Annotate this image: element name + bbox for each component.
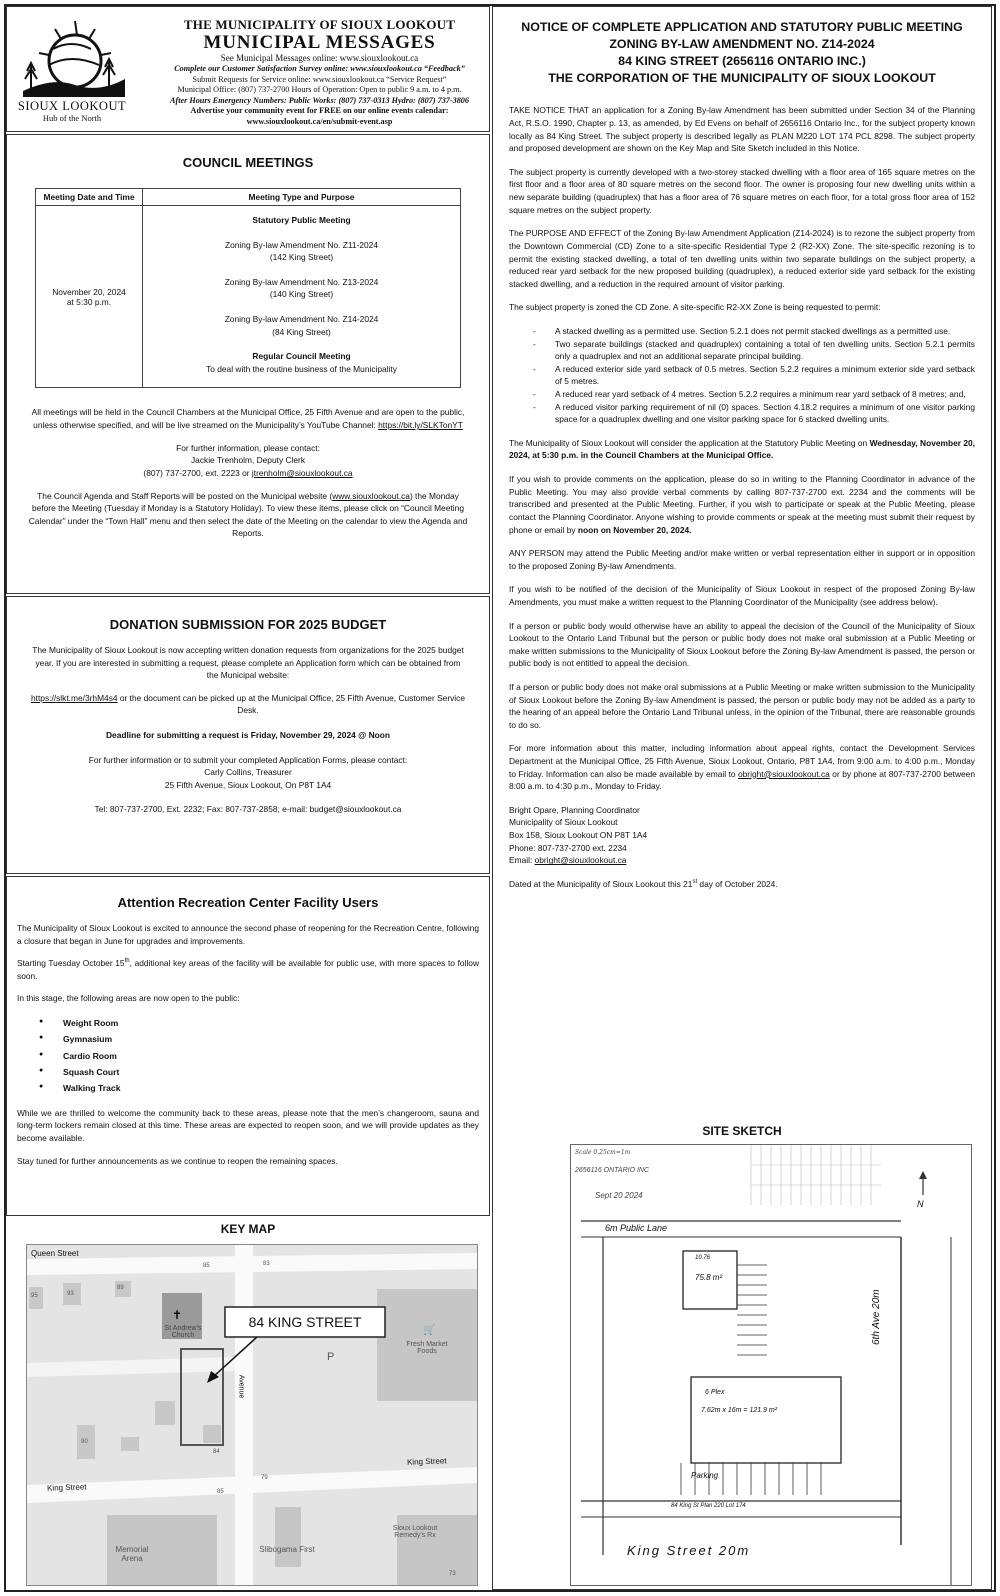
recreation-stay-tuned: Stay tuned for further announcements as we continue to reopen the remaining spaces. (17, 1155, 338, 1166)
info-text: For more information about this matter, including information about appeal rights, contact the Development Services Department at the Municipal Office, 25 Fifth Avenue, Sioux Lookout, Ontario, P8T 1A4, from 9:00 a.m. to 4:00 p.m., Monday to Friday. Information can also be made available by email to (509, 743, 975, 779)
notice-title-line: NOTICE OF COMPLETE APPLICATION AND STATUTORY PUBLIC MEETING (521, 20, 963, 34)
sketch-parking: Parking (691, 1471, 719, 1480)
key-map (26, 1244, 478, 1586)
sketch-plex-dim: 7.62m x 16m = 121.9 m² (701, 1407, 778, 1414)
youtube-link[interactable]: https://bit.ly/SLKTonYT (378, 420, 463, 431)
application-form-link[interactable]: https://slkt.me/3rhM4s4 (30, 692, 118, 703)
map-label-number: 89 (117, 1285, 124, 1291)
meeting-item-address: (84 King Street) (272, 326, 331, 337)
notice-paragraph (509, 742, 975, 792)
contact-email-link[interactable]: jtrenholm@siouxlookout.ca (251, 467, 353, 478)
notice-paragraph: ANY PERSON may attend the Public Meeting and/or make written or verbal representation either in support or in opposition to the proposed Zoning By-law Amendments. (509, 548, 975, 571)
map-label-avenue: Avenue (237, 1374, 245, 1399)
table-header: Meeting Date and Time (36, 189, 143, 206)
recreation-intro: The Municipality of Sioux Lookout is excited to announce the second phase of reopening for the Recreation Centre, following a closure that began in June for upgrades and improvements. (17, 923, 479, 946)
sketch-date: Sept 20 2024 (595, 1191, 643, 1200)
meeting-date-emphasis: Wednesday, November 20, 2024, at 5:30 p.m. in the Council Chambers at the Municipal Office. (509, 437, 976, 461)
recreation-closed-note: While we are thrilled to welcome the community back to these areas, please note that the men’s changeroom, sauna and long-term lockers remain closed at this time. These areas are expected to reopen soon, and we will provide updates as they become available. (17, 1107, 479, 1143)
recreation-box (6, 876, 490, 1216)
map-label-number: 93 (67, 1291, 74, 1297)
map-label-number: 90 (81, 1439, 88, 1445)
meeting-item-address: (140 King Street) (269, 289, 334, 300)
list-item: ● Squash Court (17, 1064, 479, 1080)
sketch-owner: 2656116 ONTARIO INC (575, 1167, 650, 1174)
regular-text: To deal with the routine business of the Municipality (206, 363, 397, 374)
sketch-avenue: 6th Ave 20m (871, 1289, 882, 1345)
map-label-remedys: Sioux Lookout Remedy's Rx (392, 1525, 438, 1539)
table-header: Meeting Type and Purpose (143, 189, 461, 206)
notice-title-line: 84 KING STREET (2656116 ONTARIO INC.) (618, 53, 866, 68)
list-item: - Two separate buildings (stacked and quadruplex) containing a total of ten dwelling units. Section 5.2.1 permits only a quadruplex and not an additional separate principal building. (509, 338, 975, 363)
header-line: See Municipal Messages online: www.siouxlookout.ca (220, 52, 419, 63)
signature-line: Phone: 807-737-2700 ext. 2234 (509, 842, 627, 853)
recreation-areas-intro: In this stage, the following areas are now open to the public: (17, 993, 240, 1004)
contact-name: Carly Collins, Treasurer (204, 767, 292, 778)
agenda-info (27, 490, 469, 540)
contact-phone: (807) 737-2700, ext. 2223 or (143, 467, 252, 478)
donation-tel: Tel: 807-737-2700, Ext. 2232; Fax: 807-737-2858; e-mail: budget@siouxlookout.ca (94, 804, 402, 815)
donation-contact (29, 754, 467, 792)
site-sketch-title: SITE SKETCH (702, 1124, 782, 1138)
stat-heading: Statutory Public Meeting (252, 215, 351, 225)
notice-paragraph: If a person or public body does not make oral submissions at a Public Meeting or make written submission to the Municipality of Sioux Lookout before the Zoning By-law Amendment is passed, the person or public body may not be added as a party to the hearing of an appeal before the Ontario Land Tribunal unless, in the opinion of the Tribunal, there are reasonable grounds to do so. (509, 681, 975, 730)
council-table (35, 188, 461, 388)
signature-line: Bright Opare, Planning Coordinator (509, 804, 640, 815)
logo-text: SIOUX LOOKOUT (17, 99, 127, 113)
sketch-quadruplex-dim: 10.76 (695, 1255, 711, 1261)
agenda-text: ) the Monday before the Meeting (Tuesday if Monday is a Statutory Holiday). To view these items, please click on “Council Meeting Calendar” under the “Town Hall” menu and then select the date of the Meeting on the calendar to view the Agenda and Reports. (28, 490, 468, 539)
meeting-item: Zoning By-law Amendment No. Z14-2024 (224, 314, 379, 325)
map-label-number: 83 (263, 1261, 270, 1267)
list-item: - A reduced visitor parking requirement of nil (0) spaces. Section 4.18.2 requires a minimum of one visitor parking space for a quadruplex dwelling and one visitor parking space for 6 stacked dwelling units. (509, 401, 975, 426)
meeting-item: Zoning By-law Amendment No. Z11-2024 (225, 239, 378, 250)
map-label-arena: Memorial Arena (115, 1545, 149, 1563)
meeting-item: Zoning By-law Amendment No. Z13-2024 (224, 276, 379, 287)
donation-deadline: Deadline for submitting a request is Friday, November 29, 2024 @ Noon (106, 730, 390, 741)
notice-paragraph: If you wish to be notified of the decision of the Municipality of Sioux Lookout in respect of the proposed Zoning By-law Amendments, you must make a written request to the Planning Coordinator of the Municipality (see address below). (509, 584, 975, 607)
municipal-logo (13, 13, 131, 125)
notice-paragraph: TAKE NOTICE THAT an application for a Zoning By-law Amendment has been submitted under Section 34 of the Planning Act, R.S.O. 1990, Chapter p. 13, as amended, by Ed Evens on behalf of 2656116 Ontario Inc., for the subject property known locally as 84 King Street. The subject property is described legally as PLAN M220 LOT 174 PCL 8298. The subject property and proposed development are shown on the Key Map and Site Sketch included in this Notice. (509, 105, 975, 154)
dated-line (509, 878, 975, 891)
agenda-text: The Council Agenda and Staff Reports will be posted on the Municipal website ( (37, 490, 333, 501)
dated-text: Dated at the Municipality of Sioux Lookout this 21 (509, 878, 693, 889)
dated-sup: st (692, 879, 698, 886)
info-text: or by phone at 807-737-2700 between 8:00 a.m. to 4:30 p.m., Monday to Friday. (509, 768, 975, 792)
meeting-item-address: (142 King Street) (269, 252, 334, 263)
sketch-street: King Street 20m (627, 1543, 751, 1558)
key-map-title: KEY MAP (220, 1222, 276, 1236)
start-sup: th (124, 958, 130, 965)
list-item: ● Walking Track (17, 1080, 479, 1096)
council-contact (27, 442, 469, 480)
start-text: Starting Tuesday October 15 (17, 958, 125, 969)
donation-title: DONATION SUBMISSION FOR 2025 BUDGET (109, 617, 387, 632)
header-line: Complete our Customer Satisfaction Survey online: www.siouxlookout.ca “Feedback” (174, 64, 465, 74)
header-box (6, 6, 490, 132)
sketch-scale: Scale 0.25cm=1m (575, 1149, 631, 1156)
header-line: Advertise your community event for FREE on our online events calendar: (190, 106, 449, 116)
header-line: Submit Requests for Service online: www.siouxlookout.ca “Service Request” (192, 74, 447, 84)
website-link[interactable]: www.siouxlookout.ca (332, 490, 410, 501)
map-label-market: Fresh Market Foods (406, 1341, 448, 1355)
signature-block (509, 804, 975, 867)
list-item: ● Weight Room (17, 1015, 479, 1031)
map-label-number: 85 (217, 1489, 224, 1495)
recreation-title: Attention Recreation Center Facility Users (117, 895, 379, 910)
contact-address: 25 Fifth Avenue, Sioux Lookout, On P8T 1A4 (164, 779, 332, 790)
comment-text: If you wish to provide comments on the application, please do so in writing to the Planning Coordinator in advance of the Public Meeting. You may also provide verbal comments by calling 807-737-2700 ext. 2234 and the comments will be transcribed and presented at the Public Meeting. Further, if you wish to participate or speak at the Public Meeting, please contact the Planning Coordinator. Anyone wishing to provide comments or speak at the meeting must submit their request by phone or email by (509, 474, 975, 535)
contact-intro: For further information or to submit your completed Application Forms, please contact: (88, 754, 408, 765)
list-item: ● Gymnasium (17, 1031, 479, 1047)
org-name: THE MUNICIPALITY OF SIOUX LOOKOUT (183, 17, 456, 32)
donation-box (6, 596, 490, 874)
map-label-queen-street: Queen Street (31, 1249, 79, 1258)
map-label-parking: P (327, 1351, 335, 1363)
header-title: MUNICIPAL MESSAGES (203, 32, 436, 53)
contact-name: Jackie Trenholm, Deputy Clerk (190, 455, 306, 466)
signature-line: Email: (509, 855, 535, 866)
dated-text: day of October 2024. (697, 878, 778, 889)
map-label-number: 84 (213, 1449, 220, 1455)
header-text (147, 17, 492, 127)
notice-paragraph: The subject property is zoned the CD Zone. A site-specific R2-XX Zone is being requested to permit: (509, 302, 881, 313)
start-text: , additional key areas of the facility will be available for public use, with more spaces to follow soon. (17, 958, 480, 981)
cart-icon: 🛒 (423, 1325, 436, 1336)
regular-heading: Regular Council Meeting (252, 351, 351, 362)
list-item: - A stacked dwelling as a permitted use. Section 5.2.1 does not permit stacked dwellings as a permitted use. (509, 325, 975, 338)
map-label-number: 73 (449, 1571, 456, 1577)
header-line: www.siouxlookout.ca/en/submit-event.asp (246, 116, 393, 126)
signature-email-link[interactable]: obright@siouxlookout.ca (534, 855, 627, 866)
map-label-slibogama: Slibogama First (259, 1545, 315, 1554)
sketch-lane: 6m Public Lane (605, 1223, 668, 1233)
map-label-king-street: King Street (406, 1456, 447, 1467)
header-line: After Hours Emergency Numbers: Public Works: (807) 737-0313 Hydro: (807) 737-3806 (170, 95, 469, 105)
donation-pickup-text: or the document can be picked up at the Municipal Office, 25 Fifth Avenue, Customer Service Desk. (117, 692, 466, 716)
sketch-plex-label: 6 Plex (705, 1389, 725, 1396)
council-title: COUNCIL MEETINGS (182, 155, 314, 170)
permit-list (509, 325, 975, 426)
notice-paragraph: If a person or public body would otherwise have an ability to appeal the decision of the Council of the Municipality of Sioux Lookout to the Ontario Land Tribunal but the person or public body does not make oral submission at a Public Meeting or make written submissions to the Municipality of Sioux Lookout before the Zoning By-law Amendment is passed, the person or public body is not entitled to appeal the decision. (509, 620, 975, 669)
notice-paragraph: The PURPOSE AND EFFECT of the Zoning By-law Amendment Application (Z14-2024) is to rezone the subject property from the Downtown Commercial (CD) Zone to a site-specific Residential Type 2 (R2-XX) Zone. The site-specific rezoning is to permit the existing stacked dwelling, a total of ten dwelling units within two separate buildings on the subject property, a reduced rear yard setback for the new proposed building (quadruplex), a reduced exterior side yard setback for the existing stacked dwelling, and a reduction in the required amount of visitor parking. (509, 228, 975, 289)
sketch-quadruplex-area: 75.8 m² (695, 1273, 723, 1282)
map-label-number: 79 (261, 1475, 268, 1481)
map-label-number: 95 (31, 1293, 38, 1299)
header-line: Municipal Office: (807) 737-2700 Hours of Operation: Open to public 9 a.m. to 4 p.m. (177, 85, 462, 95)
notice-title-line: ZONING BY-LAW AMENDMENT NO. Z14-2024 (609, 36, 875, 51)
sketch-legal: 84 King St Plan 220 Lot 174 (671, 1503, 746, 1509)
meeting-purpose (143, 206, 461, 388)
site-sketch (570, 1144, 972, 1586)
open-areas-list (17, 1015, 479, 1097)
sketch-north: N (917, 1199, 924, 1209)
planning-email-link[interactable]: obright@siouxlookout.ca (737, 768, 830, 779)
signature-line: Box 158, Sioux Lookout ON P8T 1A4 (509, 830, 648, 841)
list-item: - A reduced exterior side yard setback of 0.5 metres. Section 5.2.2 requires a minimum exterior side yard setback of 5 metres. (509, 363, 975, 388)
council-meetings-box (6, 134, 490, 594)
council-meetings-info (27, 406, 469, 431)
contact-intro: For further information, please contact: (176, 442, 320, 453)
notice-paragraph (509, 473, 975, 536)
notice-paragraph: The subject property is currently developed with a two-storey stacked dwelling with a floor area of 165 square metres on the first floor and a floor area of 80 square metres on the second floor. The owner is proposing four new dwelling units within a new separate building (quadruplex) that has a floor area of 76 square metres on each floor, for a total gross floor area of 152 square metres on the subject property. (509, 166, 975, 215)
logo-subtext: Hub of the North (42, 113, 102, 123)
signature-line: Municipality of Sioux Lookout (509, 817, 618, 828)
list-item: ● Cardio Room (17, 1048, 479, 1064)
map-label-king-street: King Street (46, 1482, 87, 1493)
donation-intro: The Municipality of Sioux Lookout is now accepting written donation requests from organizations for the 2025 budget year. If you are interested in submitting a request, please complete an Application form which can be obtained from the Municipal website: (32, 645, 464, 681)
map-callout-label: 84 KING STREET (248, 1314, 362, 1330)
comment-deadline: noon on November 20, 2024. (577, 524, 692, 535)
recreation-start (17, 957, 479, 982)
meeting-date: November 20, 2024 at 5:30 p.m. (36, 206, 143, 388)
site-sketch-drawing (571, 1145, 971, 1585)
church-cross-icon: ✝ (171, 1308, 183, 1322)
list-item: - A reduced rear yard setback of 4 metres. Section 5.2.2 requires a minimum rear yard setback of 8 metres; and, (509, 388, 975, 401)
meeting-text: The Municipality of Sioux Lookout will consider the application at the Statutory Public Meeting on (509, 437, 870, 448)
donation-link-paragraph (29, 692, 467, 717)
map-label-church: St Andrew's Church (164, 1325, 202, 1339)
map-label-number: 85 (203, 1263, 210, 1269)
council-info-text: All meetings will be held in the Council Chambers at the Municipal Office, 25 Fifth Avenue and are open to the public, unless otherwise specified, and will be live streamed on the Municipality’s YouTube Channel: (31, 407, 465, 431)
notice-title (509, 19, 975, 86)
notice-paragraph (509, 437, 975, 462)
notice-title-line: THE CORPORATION OF THE MUNICIPALITY OF SIOUX LOOKOUT (548, 70, 936, 85)
